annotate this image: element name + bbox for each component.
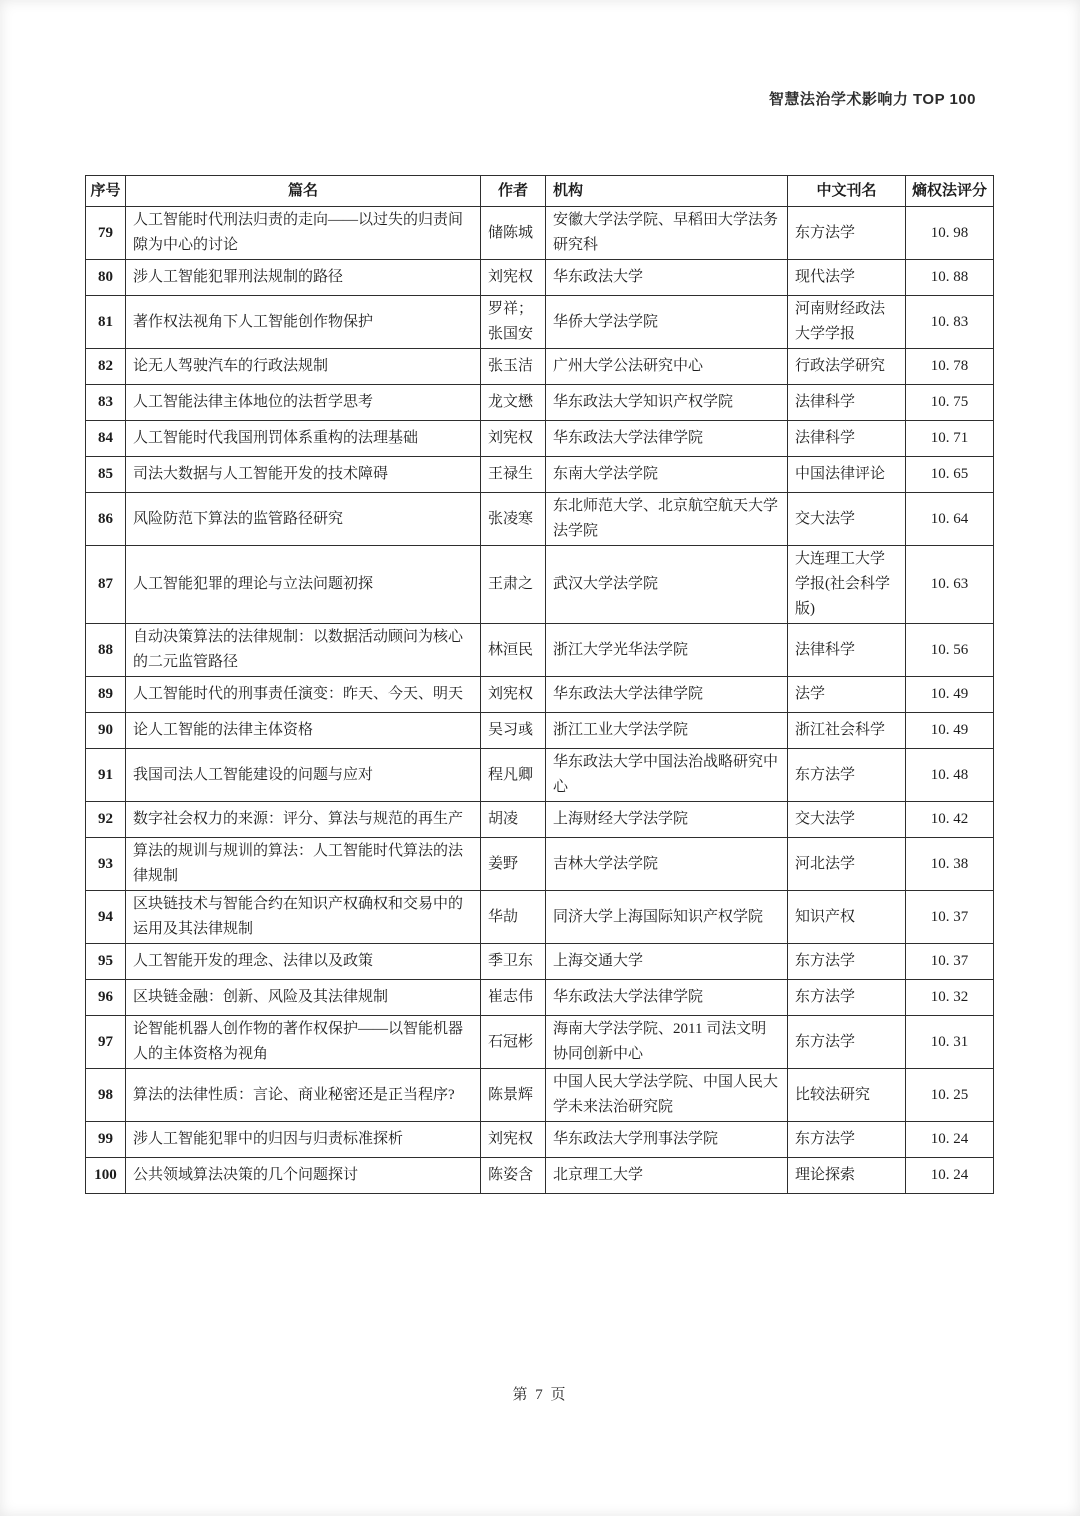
author-cell: 林洹民 [481, 624, 546, 677]
journal-cell: 河北法学 [788, 838, 906, 891]
author-cell: 程凡卿 [481, 749, 546, 802]
inst-cell: 华侨大学法学院 [546, 296, 788, 349]
author-cell: 王肃之 [481, 546, 546, 624]
author-cell: 刘宪权 [481, 677, 546, 713]
inst-cell: 东南大学法学院 [546, 457, 788, 493]
journal-cell: 行政法学研究 [788, 349, 906, 385]
no-cell: 80 [86, 260, 126, 296]
title-cell: 我国司法人工智能建设的问题与应对 [126, 749, 481, 802]
table-row [86, 385, 994, 421]
title-cell: 人工智能时代刑法归责的走向——以过失的归责间隙为中心的讨论 [126, 207, 481, 260]
table-row [86, 713, 994, 749]
table-row [86, 980, 994, 1016]
no-cell: 98 [86, 1069, 126, 1122]
author-cell: 王禄生 [481, 457, 546, 493]
table-row [86, 260, 994, 296]
column-header-title: 篇名 [126, 176, 481, 207]
author-cell: 刘宪权 [481, 421, 546, 457]
column-header-score: 熵权法评分 [906, 176, 994, 207]
table-row [86, 624, 994, 677]
no-cell: 90 [86, 713, 126, 749]
score-cell: 10. 42 [906, 802, 994, 838]
author-cell: 吴习彧 [481, 713, 546, 749]
author-cell: 崔志伟 [481, 980, 546, 1016]
score-cell: 10. 24 [906, 1122, 994, 1158]
table-row [86, 802, 994, 838]
no-cell: 92 [86, 802, 126, 838]
score-cell: 10. 56 [906, 624, 994, 677]
no-cell: 100 [86, 1158, 126, 1194]
no-cell: 81 [86, 296, 126, 349]
inst-cell: 浙江大学光华法学院 [546, 624, 788, 677]
table-row [86, 1122, 994, 1158]
journal-cell: 法学 [788, 677, 906, 713]
score-cell: 10. 49 [906, 713, 994, 749]
title-cell: 人工智能犯罪的理论与立法问题初探 [126, 546, 481, 624]
table-row [86, 838, 994, 891]
author-cell: 刘宪权 [481, 1122, 546, 1158]
inst-cell: 北京理工大学 [546, 1158, 788, 1194]
journal-cell: 知识产权 [788, 891, 906, 944]
title-cell: 公共领域算法决策的几个问题探讨 [126, 1158, 481, 1194]
score-cell: 10. 75 [906, 385, 994, 421]
title-cell: 论人工智能的法律主体资格 [126, 713, 481, 749]
title-cell: 人工智能时代的刑事责任演变：昨天、今天、明天 [126, 677, 481, 713]
inst-cell: 安徽大学法学院、早稻田大学法务研究科 [546, 207, 788, 260]
score-cell: 10. 38 [906, 838, 994, 891]
table-body [86, 207, 994, 1194]
journal-cell: 东方法学 [788, 1016, 906, 1069]
inst-cell: 武汉大学法学院 [546, 546, 788, 624]
inst-cell: 吉林大学法学院 [546, 838, 788, 891]
title-cell: 司法大数据与人工智能开发的技术障碍 [126, 457, 481, 493]
author-cell: 姜野 [481, 838, 546, 891]
author-cell: 季卫东 [481, 944, 546, 980]
table-row [86, 207, 994, 260]
author-cell: 刘宪权 [481, 260, 546, 296]
journal-cell: 法律科学 [788, 421, 906, 457]
title-cell: 区块链金融：创新、风险及其法律规制 [126, 980, 481, 1016]
score-cell: 10. 37 [906, 891, 994, 944]
table-row [86, 891, 994, 944]
author-cell: 陈姿含 [481, 1158, 546, 1194]
score-cell: 10. 83 [906, 296, 994, 349]
no-cell: 94 [86, 891, 126, 944]
score-cell: 10. 71 [906, 421, 994, 457]
no-cell: 84 [86, 421, 126, 457]
no-cell: 83 [86, 385, 126, 421]
title-cell: 涉人工智能犯罪中的归因与归责标准探析 [126, 1122, 481, 1158]
author-cell: 储陈城 [481, 207, 546, 260]
table-row [86, 1016, 994, 1069]
journal-cell: 东方法学 [788, 1122, 906, 1158]
journal-cell: 法律科学 [788, 385, 906, 421]
inst-cell: 上海财经大学法学院 [546, 802, 788, 838]
inst-cell: 东北师范大学、北京航空航天大学法学院 [546, 493, 788, 546]
no-cell: 85 [86, 457, 126, 493]
title-cell: 算法的规训与规训的算法：人工智能时代算法的法律规制 [126, 838, 481, 891]
journal-cell: 东方法学 [788, 207, 906, 260]
table-row [86, 457, 994, 493]
inst-cell: 华东政法大学 [546, 260, 788, 296]
score-cell: 10. 63 [906, 546, 994, 624]
title-cell: 风险防范下算法的监管路径研究 [126, 493, 481, 546]
inst-cell: 广州大学公法研究中心 [546, 349, 788, 385]
score-cell: 10. 64 [906, 493, 994, 546]
score-cell: 10. 78 [906, 349, 994, 385]
no-cell: 91 [86, 749, 126, 802]
journal-cell: 中国法律评论 [788, 457, 906, 493]
journal-cell: 交大法学 [788, 802, 906, 838]
score-cell: 10. 24 [906, 1158, 994, 1194]
no-cell: 88 [86, 624, 126, 677]
inst-cell: 华东政法大学法律学院 [546, 980, 788, 1016]
author-cell: 张玉洁 [481, 349, 546, 385]
journal-cell: 现代法学 [788, 260, 906, 296]
table-row [86, 493, 994, 546]
inst-cell: 中国人民大学法学院、中国人民大学未来法治研究院 [546, 1069, 788, 1122]
no-cell: 87 [86, 546, 126, 624]
title-cell: 涉人工智能犯罪刑法规制的路径 [126, 260, 481, 296]
author-cell: 龙文懋 [481, 385, 546, 421]
table-row [86, 349, 994, 385]
journal-cell: 浙江社会科学 [788, 713, 906, 749]
journal-cell: 比较法研究 [788, 1069, 906, 1122]
score-cell: 10. 31 [906, 1016, 994, 1069]
title-cell: 区块链技术与智能合约在知识产权确权和交易中的运用及其法律规制 [126, 891, 481, 944]
inst-cell: 华东政法大学刑事法学院 [546, 1122, 788, 1158]
no-cell: 86 [86, 493, 126, 546]
table-row [86, 749, 994, 802]
table-row [86, 421, 994, 457]
inst-cell: 华东政法大学中国法治战略研究中心 [546, 749, 788, 802]
score-cell: 10. 49 [906, 677, 994, 713]
journal-cell: 东方法学 [788, 749, 906, 802]
score-cell: 10. 48 [906, 749, 994, 802]
table-header-row [86, 176, 994, 207]
no-cell: 95 [86, 944, 126, 980]
title-cell: 算法的法律性质：言论、商业秘密还是正当程序? [126, 1069, 481, 1122]
no-cell: 89 [86, 677, 126, 713]
score-cell: 10. 32 [906, 980, 994, 1016]
journal-cell: 法律科学 [788, 624, 906, 677]
table-row [86, 1069, 994, 1122]
title-cell: 人工智能法律主体地位的法哲学思考 [126, 385, 481, 421]
inst-cell: 华东政法大学知识产权学院 [546, 385, 788, 421]
journal-cell: 大连理工大学学报(社会科学版) [788, 546, 906, 624]
journal-cell: 河南财经政法大学学报 [788, 296, 906, 349]
no-cell: 96 [86, 980, 126, 1016]
inst-cell: 海南大学法学院、2011 司法文明协同创新中心 [546, 1016, 788, 1069]
column-header-no: 序号 [86, 176, 126, 207]
inst-cell: 华东政法大学法律学院 [546, 677, 788, 713]
score-cell: 10. 88 [906, 260, 994, 296]
ranking-table-container [85, 175, 993, 1194]
no-cell: 93 [86, 838, 126, 891]
score-cell: 10. 98 [906, 207, 994, 260]
score-cell: 10. 25 [906, 1069, 994, 1122]
title-cell: 人工智能时代我国刑罚体系重构的法理基础 [126, 421, 481, 457]
author-cell: 张凌寒 [481, 493, 546, 546]
score-cell: 10. 65 [906, 457, 994, 493]
column-header-inst: 机构 [546, 176, 788, 207]
journal-cell: 东方法学 [788, 980, 906, 1016]
author-cell: 陈景辉 [481, 1069, 546, 1122]
inst-cell: 华东政法大学法律学院 [546, 421, 788, 457]
table-row [86, 944, 994, 980]
table-row [86, 546, 994, 624]
inst-cell: 浙江工业大学法学院 [546, 713, 788, 749]
title-cell: 人工智能开发的理念、法律以及政策 [126, 944, 481, 980]
table-row [86, 1158, 994, 1194]
title-cell: 自动决策算法的法律规制：以数据活动顾问为核心的二元监管路径 [126, 624, 481, 677]
table-header-row [86, 176, 994, 207]
title-cell: 数字社会权力的来源：评分、算法与规范的再生产 [126, 802, 481, 838]
journal-cell: 东方法学 [788, 944, 906, 980]
title-cell: 著作权法视角下人工智能创作物保护 [126, 296, 481, 349]
column-header-journal: 中文刊名 [788, 176, 906, 207]
inst-cell: 上海交通大学 [546, 944, 788, 980]
journal-cell: 交大法学 [788, 493, 906, 546]
no-cell: 97 [86, 1016, 126, 1069]
title-cell: 论智能机器人创作物的著作权保护——以智能机器人的主体资格为视角 [126, 1016, 481, 1069]
column-header-author: 作者 [481, 176, 546, 207]
inst-cell: 同济大学上海国际知识产权学院 [546, 891, 788, 944]
page-number: 第 7 页 [512, 1387, 568, 1403]
journal-cell: 理论探索 [788, 1158, 906, 1194]
ranking-table [85, 175, 994, 1194]
table-row [86, 677, 994, 713]
author-cell: 罗祥；张国安 [481, 296, 546, 349]
no-cell: 99 [86, 1122, 126, 1158]
author-cell: 胡凌 [481, 802, 546, 838]
no-cell: 82 [86, 349, 126, 385]
score-cell: 10. 37 [906, 944, 994, 980]
page-header-title: 智慧法治学术影响力 TOP 100 [768, 91, 976, 108]
author-cell: 华劼 [481, 891, 546, 944]
author-cell: 石冠彬 [481, 1016, 546, 1069]
title-cell: 论无人驾驶汽车的行政法规制 [126, 349, 481, 385]
no-cell: 79 [86, 207, 126, 260]
table-row [86, 296, 994, 349]
